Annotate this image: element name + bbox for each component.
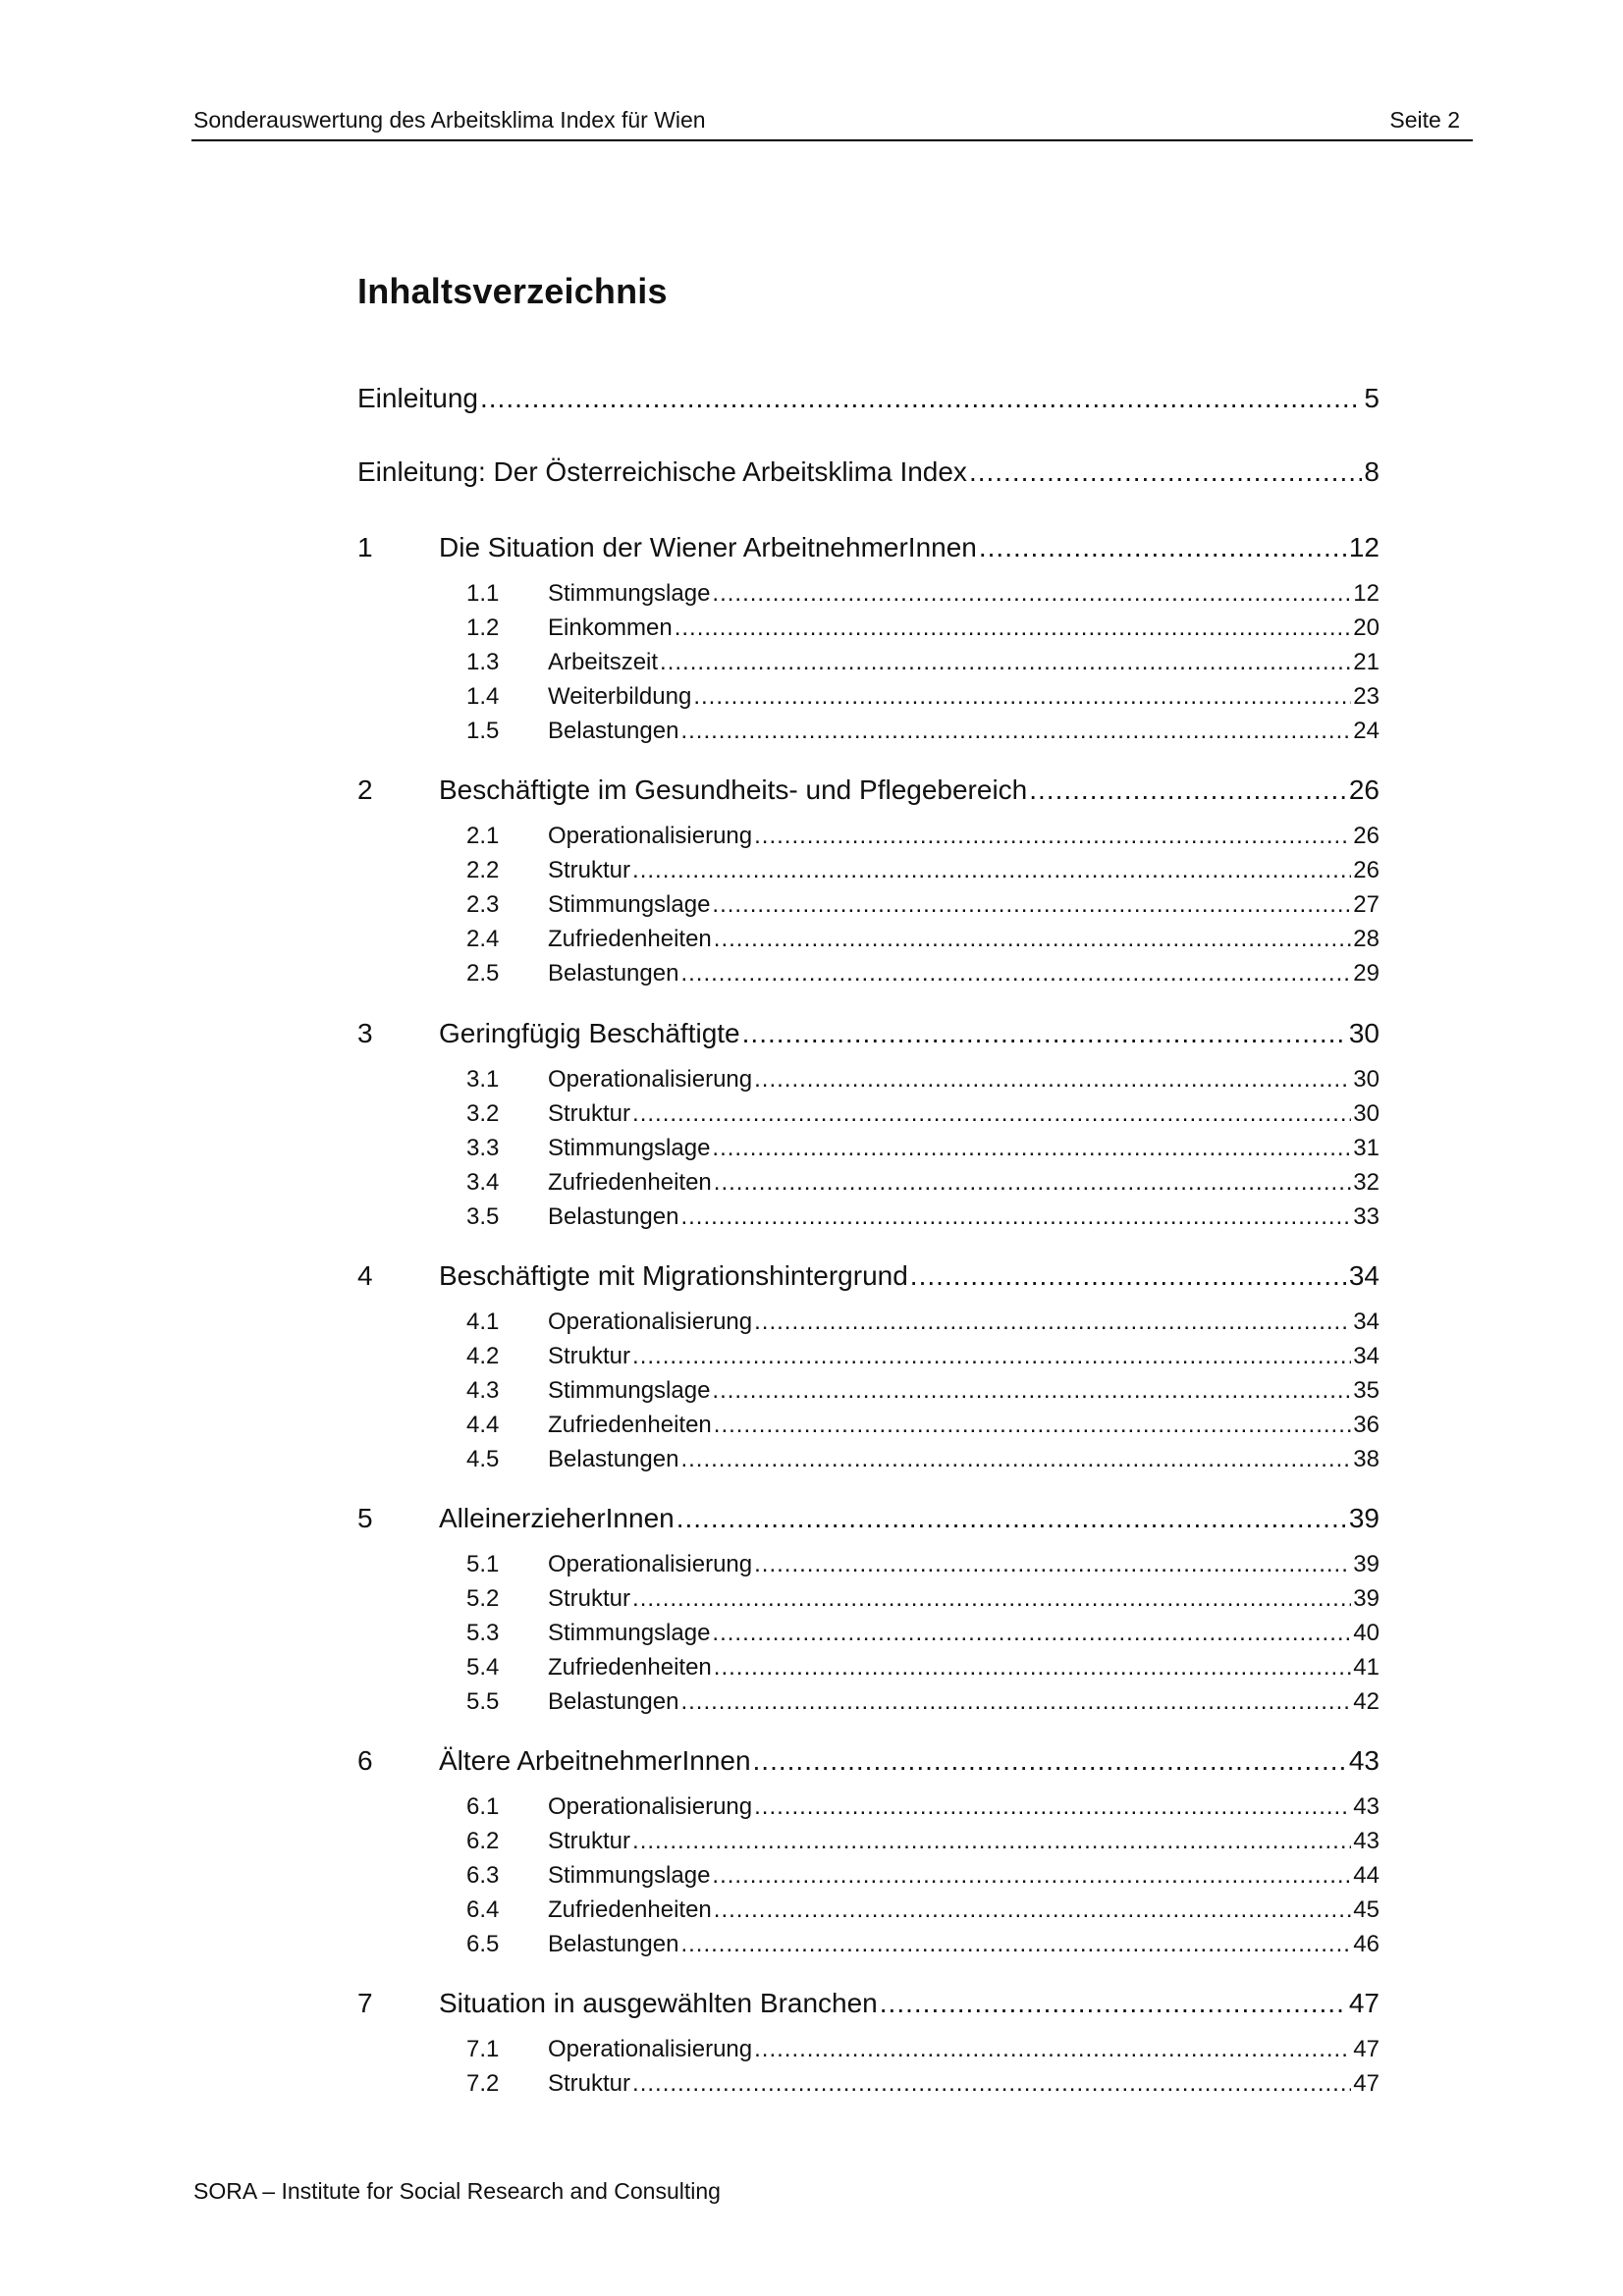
dot-leader (632, 1828, 1351, 1855)
dot-leader (880, 1988, 1347, 2019)
toc-entry-number: 6.4 (466, 1896, 500, 1923)
toc-entry-number: 4.1 (466, 1308, 500, 1335)
toc-chapter-entry[interactable] (357, 1503, 1380, 1534)
toc-entry-label: Ältere ArbeitnehmerInnen (439, 1745, 751, 1776)
toc-entry-number: 3.5 (466, 1203, 500, 1230)
toc-entry-label: Belastungen (548, 960, 679, 987)
toc-entry-page: 26 (1348, 774, 1380, 805)
toc-section-entry[interactable] (466, 1896, 1380, 1924)
toc-entry-page: 30 (1348, 1018, 1380, 1048)
toc-section-entry[interactable] (466, 926, 1380, 953)
toc-chapter-entry[interactable] (357, 1745, 1380, 1777)
toc-entry-number: 7.1 (466, 2036, 500, 2062)
toc-entry-label: Stimmungslage (548, 1862, 711, 1889)
dot-leader (714, 1169, 1352, 1197)
toc-section-entry[interactable] (466, 1688, 1380, 1716)
dot-leader (632, 1343, 1351, 1370)
toc-entry-page: 34 (1353, 1343, 1380, 1369)
dot-leader (714, 926, 1352, 953)
toc-entry-label: Zufriedenheiten (548, 1654, 712, 1681)
toc-entry-number: 3.3 (466, 1135, 500, 1161)
toc-entry-label: Zufriedenheiten (548, 1412, 712, 1438)
toc-entry-label: Belastungen (548, 1446, 679, 1472)
toc-entry-number: 4 (357, 1260, 373, 1291)
toc-section-entry[interactable] (466, 1308, 1380, 1336)
toc-entry-number: 5.1 (466, 1551, 500, 1577)
toc-section-entry[interactable] (466, 1066, 1380, 1094)
toc-entry-page: 30 (1353, 1066, 1380, 1093)
toc-entry-number: 1.2 (466, 614, 500, 641)
dot-leader (675, 614, 1352, 642)
toc-entry-page: 47 (1353, 2036, 1380, 2062)
toc-section-entry[interactable] (466, 1793, 1380, 1821)
toc-chapter-entry[interactable] (357, 532, 1380, 563)
toc-section-entry[interactable] (466, 960, 1380, 988)
toc-entry-number: 3.2 (466, 1100, 500, 1127)
toc-entry-label: Struktur (548, 2070, 631, 2097)
toc-entry-label: Operationalisierung (548, 1793, 753, 1820)
toc-entry-page: 23 (1353, 683, 1380, 710)
toc-entry-label: AlleinerzieherInnen (439, 1503, 675, 1533)
dot-leader (714, 1412, 1352, 1439)
toc-section-entry[interactable] (466, 1377, 1380, 1405)
dot-leader (1029, 774, 1347, 806)
dot-leader (979, 532, 1347, 563)
toc-entry-label: Arbeitszeit (548, 649, 659, 675)
toc-entry-number: 3.4 (466, 1169, 500, 1196)
toc-entry-page: 42 (1353, 1688, 1380, 1715)
toc-entry-page: 34 (1353, 1308, 1380, 1335)
toc-entry-page: 39 (1353, 1585, 1380, 1612)
toc-chapter-entry[interactable] (357, 1018, 1380, 1049)
toc-entry-number: 6.3 (466, 1862, 500, 1889)
dot-leader (680, 960, 1351, 988)
toc-section-entry[interactable] (466, 1931, 1380, 1958)
toc-entry-number: 5 (357, 1503, 373, 1533)
toc-entry-label: Belastungen (548, 1931, 679, 1957)
toc-section-entry[interactable] (466, 1412, 1380, 1439)
toc-section-entry[interactable] (466, 1551, 1380, 1578)
toc-entry-number: 1.1 (466, 580, 500, 607)
toc-section-entry[interactable] (466, 1203, 1380, 1231)
toc-entry-label: Struktur (548, 857, 631, 883)
page-header (193, 104, 1470, 133)
dot-leader (632, 1585, 1351, 1613)
toc-entry-page: 41 (1353, 1654, 1380, 1681)
dot-leader (712, 1135, 1351, 1162)
toc-section-entry[interactable] (466, 823, 1380, 850)
toc-entry-page: 46 (1353, 1931, 1380, 1957)
dot-leader (754, 1066, 1351, 1094)
toc-section-entry[interactable] (466, 2070, 1380, 2098)
dot-leader (712, 1862, 1351, 1890)
toc-entry-number: 4.2 (466, 1343, 500, 1369)
toc-section-entry[interactable] (466, 1100, 1380, 1128)
toc-entry-page: 47 (1353, 2070, 1380, 2097)
dot-leader (680, 1688, 1351, 1716)
toc-entry-page: 38 (1353, 1446, 1380, 1472)
toc-section-entry[interactable] (466, 683, 1380, 711)
toc-entry-label: Struktur (548, 1100, 631, 1127)
toc-entry-number: 3 (357, 1018, 373, 1048)
toc-chapter-entry[interactable] (357, 1260, 1380, 1292)
toc-entry-label: Zufriedenheiten (548, 1169, 712, 1196)
toc-entry-number: 2.1 (466, 823, 500, 849)
toc-entry-number: 1.4 (466, 683, 500, 710)
toc-section-entry[interactable] (466, 1446, 1380, 1473)
toc-entry-page: 26 (1353, 823, 1380, 849)
toc-entry-label: Stimmungslage (548, 1135, 711, 1161)
toc-section-entry[interactable] (466, 718, 1380, 745)
toc-chapter-entry[interactable] (357, 774, 1380, 806)
toc-entry-number: 5.3 (466, 1620, 500, 1646)
dot-leader (693, 683, 1351, 711)
toc-entry-page: 12 (1353, 580, 1380, 607)
toc-entry-page: 26 (1353, 857, 1380, 883)
toc-entry-page: 40 (1353, 1620, 1380, 1646)
toc-entry-label: Weiterbildung (548, 683, 692, 710)
dot-leader (680, 1203, 1351, 1231)
toc-entry-page: 29 (1353, 960, 1380, 987)
dot-leader (754, 1793, 1351, 1821)
dot-leader (680, 1931, 1351, 1958)
toc-section-entry[interactable] (466, 1654, 1380, 1682)
dot-leader (712, 891, 1351, 919)
toc-entry-page: 12 (1348, 532, 1380, 562)
toc-entry-number: 5.5 (466, 1688, 500, 1715)
toc-section-entry[interactable] (466, 891, 1380, 919)
toc-entry-page: 39 (1353, 1551, 1380, 1577)
dot-leader (754, 823, 1351, 850)
toc-entry-label: Struktur (548, 1585, 631, 1612)
toc-section-entry[interactable] (466, 1343, 1380, 1370)
dot-leader (480, 383, 1362, 414)
toc-entry-page: 21 (1353, 649, 1380, 675)
toc-entry-number: 2.2 (466, 857, 500, 883)
toc-entry-label: Stimmungslage (548, 580, 711, 607)
toc-entry-label: Belastungen (548, 1203, 679, 1230)
toc-intro-entry[interactable] (357, 383, 1380, 414)
dot-leader (754, 1308, 1351, 1336)
toc-entry-number: 1.5 (466, 718, 500, 744)
page-title: Inhaltsverzeichnis (357, 271, 668, 311)
toc-entry-label: Zufriedenheiten (548, 1896, 712, 1923)
toc-entry-page: 28 (1353, 926, 1380, 952)
toc-entry-page: 8 (1364, 456, 1380, 487)
toc-entry-label: Einleitung: Der Österreichische Arbeitsklima Index (357, 456, 967, 487)
toc-entry-number: 2.4 (466, 926, 500, 952)
dot-leader (632, 1100, 1351, 1128)
toc-entry-label: Struktur (548, 1343, 631, 1369)
toc-entry-label: Operationalisierung (548, 823, 753, 849)
toc-entry-label: Operationalisierung (548, 1551, 753, 1577)
toc-entry-label: Geringfügig Beschäftigte (439, 1018, 740, 1048)
toc-entry-label: Operationalisierung (548, 1308, 753, 1335)
toc-entry-number: 2.5 (466, 960, 500, 987)
toc-section-entry[interactable] (466, 614, 1380, 642)
toc-entry-page: 43 (1353, 1793, 1380, 1820)
toc-entry-page: 34 (1348, 1260, 1380, 1291)
toc-entry-number: 6 (357, 1745, 373, 1776)
toc-section-entry[interactable] (466, 580, 1380, 608)
toc-entry-page: 24 (1353, 718, 1380, 744)
dot-leader (753, 1745, 1347, 1777)
dot-leader (742, 1018, 1347, 1049)
toc-entry-label: Stimmungslage (548, 891, 711, 918)
dot-leader (680, 1446, 1351, 1473)
toc-section-entry[interactable] (466, 1135, 1380, 1162)
toc-entry-page: 43 (1353, 1828, 1380, 1854)
dot-leader (754, 2036, 1351, 2063)
dot-leader (632, 857, 1351, 884)
toc-entry-page: 32 (1353, 1169, 1380, 1196)
page-footer: SORA – Institute for Social Research and Consulting (193, 2178, 721, 2204)
toc-entry-label: Zufriedenheiten (548, 926, 712, 952)
page-number: Seite 2 (1389, 107, 1460, 133)
toc-section-entry[interactable] (466, 1169, 1380, 1197)
toc-entry-number: 1 (357, 532, 373, 562)
dot-leader (712, 1620, 1351, 1647)
toc-entry-number: 1.3 (466, 649, 500, 675)
toc-section-entry[interactable] (466, 857, 1380, 884)
toc-entry-page: 31 (1353, 1135, 1380, 1161)
dot-leader (714, 1654, 1352, 1682)
dot-leader (712, 580, 1351, 608)
dot-leader (712, 1377, 1351, 1405)
toc-entry-number: 5.4 (466, 1654, 500, 1681)
toc-section-entry[interactable] (466, 2036, 1380, 2063)
toc-entry-label: Belastungen (548, 718, 679, 744)
toc-section-entry[interactable] (466, 1828, 1380, 1855)
dot-leader (969, 456, 1362, 488)
toc-entry-number: 2 (357, 774, 373, 805)
toc-entry-number: 7.2 (466, 2070, 500, 2097)
toc-section-entry[interactable] (466, 1620, 1380, 1647)
dot-leader (660, 649, 1351, 676)
toc-entry-number: 6.1 (466, 1793, 500, 1820)
toc-entry-number: 4.5 (466, 1446, 500, 1472)
dot-leader (910, 1260, 1347, 1292)
toc-entry-number: 2.3 (466, 891, 500, 918)
toc-entry-label: Stimmungslage (548, 1377, 711, 1404)
dot-leader (632, 2070, 1351, 2098)
toc-entry-page: 44 (1353, 1862, 1380, 1889)
toc-entry-number: 5.2 (466, 1585, 500, 1612)
dot-leader (754, 1551, 1351, 1578)
toc-entry-page: 47 (1348, 1988, 1380, 2018)
toc-entry-number: 3.1 (466, 1066, 500, 1093)
dot-leader (680, 718, 1351, 745)
toc-entry-page: 35 (1353, 1377, 1380, 1404)
toc-section-entry[interactable] (466, 1862, 1380, 1890)
toc-entry-page: 5 (1364, 383, 1380, 413)
toc-entry-number: 4.3 (466, 1377, 500, 1404)
dot-leader (714, 1896, 1352, 1924)
toc-section-entry[interactable] (466, 649, 1380, 676)
toc-entry-page: 20 (1353, 614, 1380, 641)
toc-intro-entry[interactable] (357, 456, 1380, 488)
toc-entry-page: 45 (1353, 1896, 1380, 1923)
toc-entry-label: Operationalisierung (548, 1066, 753, 1093)
toc-entry-label: Einleitung (357, 383, 478, 413)
toc-entry-label: Operationalisierung (548, 2036, 753, 2062)
toc-entry-label: Beschäftigte im Gesundheits- und Pflegebereich (439, 774, 1028, 805)
toc-entry-label: Die Situation der Wiener ArbeitnehmerInnen (439, 532, 977, 562)
document-title: Sonderauswertung des Arbeitsklima Index für Wien (193, 107, 706, 133)
toc-entry-label: Einkommen (548, 614, 673, 641)
header-divider (191, 139, 1473, 141)
toc-entry-label: Struktur (548, 1828, 631, 1854)
toc-entry-page: 43 (1348, 1745, 1380, 1776)
toc-entry-number: 4.4 (466, 1412, 500, 1438)
toc-entry-page: 30 (1353, 1100, 1380, 1127)
toc-entry-label: Stimmungslage (548, 1620, 711, 1646)
toc-entry-number: 7 (357, 1988, 373, 2018)
toc-entry-page: 27 (1353, 891, 1380, 918)
toc-entry-number: 6.2 (466, 1828, 500, 1854)
toc-entry-page: 39 (1348, 1503, 1380, 1533)
toc-entry-page: 36 (1353, 1412, 1380, 1438)
toc-entry-number: 6.5 (466, 1931, 500, 1957)
toc-section-entry[interactable] (466, 1585, 1380, 1613)
toc-entry-label: Beschäftigte mit Migrationshintergrund (439, 1260, 908, 1291)
toc-entry-page: 33 (1353, 1203, 1380, 1230)
toc-entry-label: Belastungen (548, 1688, 679, 1715)
dot-leader (676, 1503, 1347, 1534)
toc-chapter-entry[interactable] (357, 1988, 1380, 2019)
toc-entry-label: Situation in ausgewählten Branchen (439, 1988, 878, 2018)
